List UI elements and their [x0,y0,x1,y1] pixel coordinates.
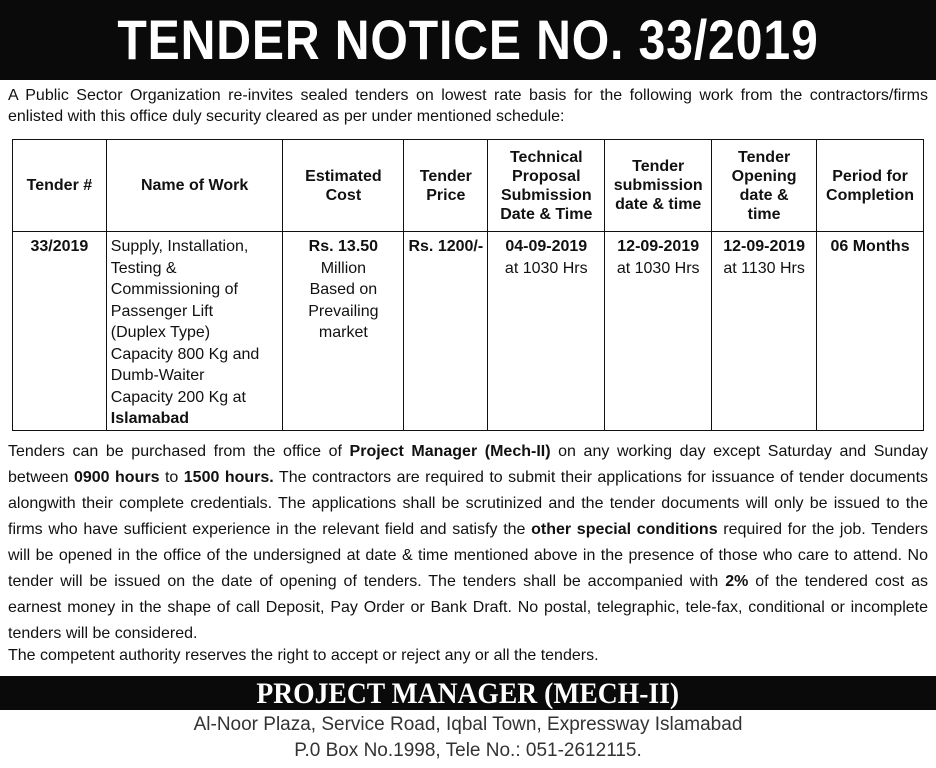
start-time: 0900 hours [73,469,160,486]
header-tender-opening: Tender Opening date & time [712,140,817,232]
cell-tender-no: 33/2019 [13,232,107,431]
title-banner [0,0,936,80]
footer-contact: P.0 Box No.1998, Tele No.: 051-2612115. [294,740,642,761]
submission-time: at 1030 Hrs [616,259,700,277]
header-name-of-work: Name of Work [106,140,283,232]
earnest-percent: 2% [725,573,749,590]
cell-tender-submission [605,232,712,431]
header-period: Period for Completion [817,140,924,232]
technical-time: at 1030 Hrs [504,259,588,277]
notice-title: TENDER NOTICE NO. 33/2019 [117,8,819,71]
footer-heading: PROJECT MANAGER (MECH-II) [256,677,680,710]
terms-text-4: The contractors are required to submit their applications for issuance of tender documents alongwith their complete credentials. The applications shall be scrutinized and the tender documents will only be issued to the firms who have sufficient experience in the relevant field and satisfy the [8,469,929,538]
terms-text-6: of the tendered cost as earnest money in the shape of call Deposit, Pay Order or Bank Draft. No postal, telegraphic, tele-fax, conditional or incomplete tenders will be considered. [8,573,928,642]
work-location: Islamabad [110,410,190,427]
cell-period: 06 Months [817,232,924,431]
terms-text-5: required for the job. Tenders will be opened in the office of the undersigned at date & time mentioned above in the presence of those who care to attend. No tender will be issued on the date of opening of tenders. The tenders shall be accompanied with [8,521,929,590]
footer-address: Al-Noor Plaza, Service Road, Iqbal Town, Expressway Islamabad [193,714,743,735]
cell-estimated-cost [283,232,404,431]
technical-date: 04-09-2019 [505,238,588,255]
cell-tender-opening [712,232,817,431]
opening-date: 12-09-2019 [723,238,806,255]
estimated-cost-note: Million Based on Prevailing market [308,259,379,341]
cell-name-of-work [106,232,283,431]
header-tender-submission: Tender submission date & time [605,140,712,232]
terms-paragraph [8,439,928,647]
closing-statement: The competent authority reserves the right to accept or reject any or all the tenders. [8,647,599,664]
header-tender-no: Tender # [13,140,107,232]
footer-banner [0,676,936,710]
terms-text-3: to [159,469,184,486]
opening-time: at 1130 Hrs [723,259,805,277]
intro-paragraph: A Public Sector Organization re-invites sealed tenders on lowest rate basis for the following work from the contractors/firms enlisted with this office duly security cleared as per under mentioned schedule: [8,87,928,125]
table-header-row [13,140,924,232]
header-tender-price: Tender Price [404,140,488,232]
office-name: Project Manager (Mech-II) [349,443,551,460]
tender-schedule-table [12,139,924,431]
header-technical-proposal: Technical Proposal Submission Date & Time [488,140,605,232]
special-conditions: other special conditions [531,521,718,538]
cell-technical-proposal [488,232,605,431]
estimated-cost-amount: Rs. 13.50 [308,238,379,255]
table-row [13,232,924,431]
work-description: Supply, Installation, Testing & Commissioning of Passenger Lift (Duplex Type) Capacity 800 Kg and Dumb-Waiter Capacity 200 Kg at [110,238,260,406]
cell-tender-price: Rs. 1200/- [404,232,488,431]
terms-text-2: on any working day except Saturday and Sunday between [8,443,928,486]
end-time: 1500 hours. [183,469,274,486]
header-estimated-cost: Estimated Cost [283,140,404,232]
submission-date: 12-09-2019 [617,238,700,255]
terms-text-1: Tenders can be purchased from the office of [8,443,350,460]
